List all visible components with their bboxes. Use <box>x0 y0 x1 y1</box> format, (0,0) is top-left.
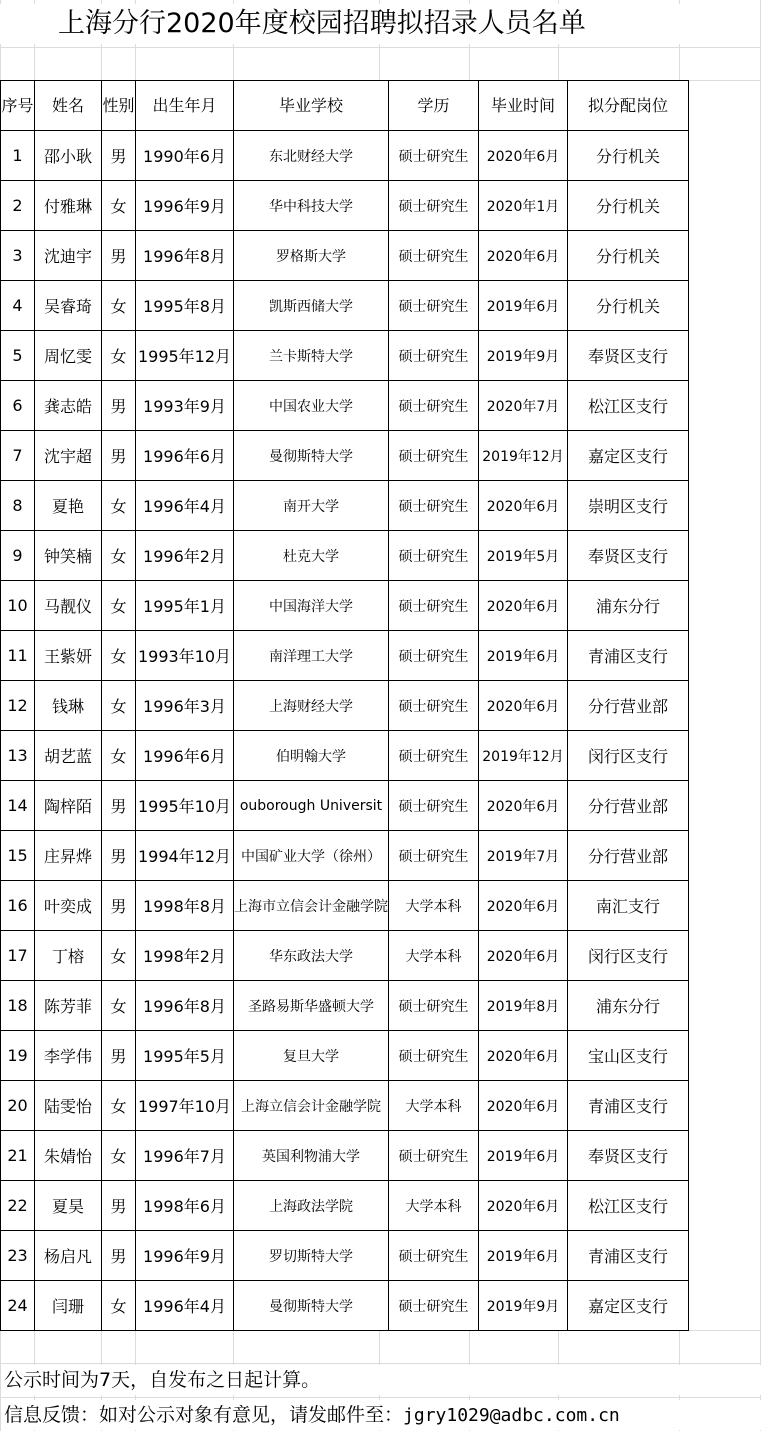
cell-birth: 1996年4月 <box>136 481 234 531</box>
cell-post: 分行机关 <box>568 231 689 281</box>
cell-school: 华东政法大学 <box>234 931 389 981</box>
table-row <box>1 381 689 431</box>
cell-no: 2 <box>1 181 35 231</box>
cell-no: 9 <box>1 531 35 581</box>
table-row <box>1 181 689 231</box>
cell-birth: 1997年10月 <box>136 1081 234 1131</box>
table-header-row <box>1 81 689 131</box>
cell-gender: 男 <box>102 431 136 481</box>
cell-grad: 2020年6月 <box>479 231 568 281</box>
cell-no: 17 <box>1 931 35 981</box>
cell-grad: 2019年5月 <box>479 531 568 581</box>
cell-school: 伯明翰大学 <box>234 731 389 781</box>
cell-birth: 1996年8月 <box>136 981 234 1031</box>
table-row <box>1 1131 689 1181</box>
table-row <box>1 481 689 531</box>
cell-school: 中国海洋大学 <box>234 581 389 631</box>
cell-no: 24 <box>1 1281 35 1331</box>
cell-grad: 2020年6月 <box>479 1181 568 1231</box>
cell-post: 分行机关 <box>568 131 689 181</box>
cell-gender: 女 <box>102 531 136 581</box>
cell-degree: 硕士研究生 <box>389 331 479 381</box>
cell-grad: 2020年6月 <box>479 781 568 831</box>
cell-post: 南汇支行 <box>568 881 689 931</box>
cell-degree: 硕士研究生 <box>389 1131 479 1181</box>
feedback-label: 信息反馈：如对公示对象有意见，请发邮件至： <box>4 1404 404 1426</box>
cell-name: 夏昊 <box>35 1181 102 1231</box>
cell-gender: 男 <box>102 881 136 931</box>
cell-post: 松江区支行 <box>568 1181 689 1231</box>
table-row <box>1 831 689 881</box>
cell-gender: 男 <box>102 781 136 831</box>
table-row <box>1 881 689 931</box>
cell-school: 曼彻斯特大学 <box>234 1281 389 1331</box>
cell-school: 复旦大学 <box>234 1031 389 1081</box>
cell-name: 杨启凡 <box>35 1231 102 1281</box>
cell-grad: 2019年8月 <box>479 981 568 1031</box>
cell-no: 20 <box>1 1081 35 1131</box>
cell-degree: 硕士研究生 <box>389 1281 479 1331</box>
cell-birth: 1996年6月 <box>136 731 234 781</box>
cell-degree: 大学本科 <box>389 881 479 931</box>
cell-birth: 1996年9月 <box>136 181 234 231</box>
cell-post: 青浦区支行 <box>568 1081 689 1131</box>
cell-post: 分行营业部 <box>568 831 689 881</box>
cell-degree: 硕士研究生 <box>389 231 479 281</box>
cell-name: 夏艳 <box>35 481 102 531</box>
table-row <box>1 981 689 1031</box>
cell-degree: 硕士研究生 <box>389 531 479 581</box>
cell-school: 上海财经大学 <box>234 681 389 731</box>
cell-name: 王紫妍 <box>35 631 102 681</box>
cell-no: 19 <box>1 1031 35 1081</box>
cell-no: 4 <box>1 281 35 331</box>
cell-post: 分行营业部 <box>568 681 689 731</box>
cell-grad: 2020年6月 <box>479 881 568 931</box>
cell-gender: 女 <box>102 331 136 381</box>
cell-birth: 1995年10月 <box>136 781 234 831</box>
cell-post: 青浦区支行 <box>568 631 689 681</box>
recruit-table <box>0 80 689 1331</box>
cell-gender: 男 <box>102 131 136 181</box>
cell-no: 22 <box>1 1181 35 1231</box>
cell-grad: 2020年6月 <box>479 581 568 631</box>
cell-birth: 1993年9月 <box>136 381 234 431</box>
cell-birth: 1996年9月 <box>136 1231 234 1281</box>
cell-birth: 1993年10月 <box>136 631 234 681</box>
cell-degree: 硕士研究生 <box>389 131 479 181</box>
table-row <box>1 281 689 331</box>
cell-school: ouborough Universit <box>234 781 389 831</box>
header-school: 毕业学校 <box>234 81 389 131</box>
table-row <box>1 1031 689 1081</box>
cell-grad: 2020年6月 <box>479 131 568 181</box>
cell-post: 闵行区支行 <box>568 931 689 981</box>
cell-degree: 硕士研究生 <box>389 181 479 231</box>
cell-post: 分行营业部 <box>568 781 689 831</box>
publicity-period-note: 公示时间为7天，自发布之日起计算。 <box>4 1365 761 1395</box>
cell-no: 15 <box>1 831 35 881</box>
cell-name: 丁榕 <box>35 931 102 981</box>
cell-birth: 1996年3月 <box>136 681 234 731</box>
cell-gender: 女 <box>102 1281 136 1331</box>
cell-no: 18 <box>1 981 35 1031</box>
table-row <box>1 1281 689 1331</box>
cell-name: 周忆雯 <box>35 331 102 381</box>
cell-name: 陶梓陌 <box>35 781 102 831</box>
cell-no: 10 <box>1 581 35 631</box>
cell-name: 陆雯怡 <box>35 1081 102 1131</box>
cell-gender: 女 <box>102 681 136 731</box>
cell-birth: 1994年12月 <box>136 831 234 881</box>
cell-gender: 男 <box>102 231 136 281</box>
cell-degree: 大学本科 <box>389 1181 479 1231</box>
cell-gender: 男 <box>102 831 136 881</box>
cell-name: 钱琳 <box>35 681 102 731</box>
cell-gender: 男 <box>102 1031 136 1081</box>
cell-grad: 2020年6月 <box>479 1081 568 1131</box>
cell-name: 钟笑楠 <box>35 531 102 581</box>
cell-no: 13 <box>1 731 35 781</box>
cell-post: 松江区支行 <box>568 381 689 431</box>
cell-name: 陈芳菲 <box>35 981 102 1031</box>
cell-degree: 大学本科 <box>389 931 479 981</box>
cell-gender: 女 <box>102 931 136 981</box>
cell-school: 东北财经大学 <box>234 131 389 181</box>
cell-grad: 2020年7月 <box>479 381 568 431</box>
cell-birth: 1995年12月 <box>136 331 234 381</box>
cell-name: 龚志皓 <box>35 381 102 431</box>
page-title: 上海分行2020年度校园招聘拟招录人员名单 <box>0 4 680 44</box>
cell-school: 南洋理工大学 <box>234 631 389 681</box>
cell-post: 奉贤区支行 <box>568 331 689 381</box>
table-row <box>1 631 689 681</box>
cell-birth: 1996年2月 <box>136 531 234 581</box>
cell-degree: 硕士研究生 <box>389 681 479 731</box>
cell-degree: 硕士研究生 <box>389 831 479 881</box>
cell-name: 李学伟 <box>35 1031 102 1081</box>
cell-grad: 2019年9月 <box>479 1281 568 1331</box>
cell-grad: 2020年1月 <box>479 181 568 231</box>
header-gender: 性别 <box>102 81 136 131</box>
cell-birth: 1995年8月 <box>136 281 234 331</box>
cell-gender: 女 <box>102 731 136 781</box>
cell-post: 青浦区支行 <box>568 1231 689 1281</box>
cell-no: 16 <box>1 881 35 931</box>
cell-no: 1 <box>1 131 35 181</box>
cell-no: 6 <box>1 381 35 431</box>
cell-grad: 2020年6月 <box>479 1031 568 1081</box>
cell-school: 南开大学 <box>234 481 389 531</box>
cell-degree: 硕士研究生 <box>389 631 479 681</box>
table-row <box>1 1081 689 1131</box>
cell-school: 兰卡斯特大学 <box>234 331 389 381</box>
header-birth: 出生年月 <box>136 81 234 131</box>
cell-name: 邵小耿 <box>35 131 102 181</box>
cell-school: 中国农业大学 <box>234 381 389 431</box>
cell-post: 分行机关 <box>568 281 689 331</box>
cell-grad: 2019年6月 <box>479 1131 568 1181</box>
table-row <box>1 531 689 581</box>
cell-gender: 男 <box>102 1231 136 1281</box>
header-no: 序号 <box>1 81 35 131</box>
cell-grad: 2020年6月 <box>479 481 568 531</box>
cell-post: 宝山区支行 <box>568 1031 689 1081</box>
cell-birth: 1995年1月 <box>136 581 234 631</box>
cell-degree: 硕士研究生 <box>389 581 479 631</box>
cell-name: 朱婧怡 <box>35 1131 102 1181</box>
cell-degree: 硕士研究生 <box>389 381 479 431</box>
cell-birth: 1998年8月 <box>136 881 234 931</box>
cell-gender: 女 <box>102 1131 136 1181</box>
cell-name: 胡艺蓝 <box>35 731 102 781</box>
cell-gender: 女 <box>102 281 136 331</box>
cell-birth: 1998年6月 <box>136 1181 234 1231</box>
header-post: 拟分配岗位 <box>568 81 689 131</box>
cell-grad: 2019年6月 <box>479 631 568 681</box>
cell-degree: 硕士研究生 <box>389 1231 479 1281</box>
cell-post: 分行机关 <box>568 181 689 231</box>
header-grad: 毕业时间 <box>479 81 568 131</box>
cell-school: 华中科技大学 <box>234 181 389 231</box>
feedback-note <box>4 1400 761 1430</box>
table-row <box>1 581 689 631</box>
table-row <box>1 131 689 181</box>
cell-name: 庄昇烨 <box>35 831 102 881</box>
cell-name: 吴睿琦 <box>35 281 102 331</box>
cell-degree: 硕士研究生 <box>389 1031 479 1081</box>
cell-no: 8 <box>1 481 35 531</box>
cell-name: 闫珊 <box>35 1281 102 1331</box>
cell-no: 7 <box>1 431 35 481</box>
cell-school: 中国矿业大学（徐州） <box>234 831 389 881</box>
cell-no: 11 <box>1 631 35 681</box>
cell-no: 12 <box>1 681 35 731</box>
table-row <box>1 681 689 731</box>
cell-grad: 2020年6月 <box>479 931 568 981</box>
cell-birth: 1996年4月 <box>136 1281 234 1331</box>
cell-name: 沈迪宇 <box>35 231 102 281</box>
cell-grad: 2020年6月 <box>479 681 568 731</box>
table-row <box>1 1181 689 1231</box>
cell-post: 闵行区支行 <box>568 731 689 781</box>
cell-post: 浦东分行 <box>568 981 689 1031</box>
cell-grad: 2019年12月 <box>479 731 568 781</box>
cell-name: 沈宇超 <box>35 431 102 481</box>
cell-degree: 硕士研究生 <box>389 481 479 531</box>
cell-grad: 2019年12月 <box>479 431 568 481</box>
table-row <box>1 781 689 831</box>
cell-school: 罗切斯特大学 <box>234 1231 389 1281</box>
cell-grad: 2019年7月 <box>479 831 568 881</box>
cell-gender: 女 <box>102 581 136 631</box>
cell-school: 罗格斯大学 <box>234 231 389 281</box>
cell-degree: 硕士研究生 <box>389 731 479 781</box>
table-row <box>1 331 689 381</box>
cell-degree: 硕士研究生 <box>389 781 479 831</box>
table-row <box>1 931 689 981</box>
cell-degree: 硕士研究生 <box>389 431 479 481</box>
cell-no: 23 <box>1 1231 35 1281</box>
table-row <box>1 231 689 281</box>
table-row <box>1 431 689 481</box>
cell-degree: 硕士研究生 <box>389 981 479 1031</box>
cell-birth: 1998年2月 <box>136 931 234 981</box>
table-row <box>1 1231 689 1281</box>
cell-post: 嘉定区支行 <box>568 1281 689 1331</box>
cell-school: 英国利物浦大学 <box>234 1131 389 1181</box>
cell-no: 3 <box>1 231 35 281</box>
cell-school: 凯斯西储大学 <box>234 281 389 331</box>
cell-grad: 2019年6月 <box>479 1231 568 1281</box>
header-degree: 学历 <box>389 81 479 131</box>
cell-gender: 女 <box>102 631 136 681</box>
cell-school: 上海政法学院 <box>234 1181 389 1231</box>
cell-degree: 硕士研究生 <box>389 281 479 331</box>
cell-grad: 2019年6月 <box>479 281 568 331</box>
cell-gender: 女 <box>102 481 136 531</box>
feedback-email: jgry1029@adbc.com.cn <box>403 1405 620 1426</box>
cell-post: 奉贤区支行 <box>568 531 689 581</box>
cell-name: 付雅琳 <box>35 181 102 231</box>
cell-no: 5 <box>1 331 35 381</box>
cell-gender: 女 <box>102 1081 136 1131</box>
cell-degree: 大学本科 <box>389 1081 479 1131</box>
cell-no: 21 <box>1 1131 35 1181</box>
cell-school: 上海立信会计金融学院 <box>234 1081 389 1131</box>
cell-birth: 1995年5月 <box>136 1031 234 1081</box>
header-name: 姓名 <box>35 81 102 131</box>
cell-name: 叶奕成 <box>35 881 102 931</box>
cell-birth: 1996年8月 <box>136 231 234 281</box>
cell-school: 曼彻斯特大学 <box>234 431 389 481</box>
cell-birth: 1996年6月 <box>136 431 234 481</box>
cell-post: 崇明区支行 <box>568 481 689 531</box>
cell-gender: 男 <box>102 381 136 431</box>
cell-grad: 2019年9月 <box>479 331 568 381</box>
cell-gender: 男 <box>102 1181 136 1231</box>
cell-post: 浦东分行 <box>568 581 689 631</box>
cell-school: 杜克大学 <box>234 531 389 581</box>
table-row <box>1 731 689 781</box>
cell-no: 14 <box>1 781 35 831</box>
cell-gender: 女 <box>102 181 136 231</box>
cell-name: 马靓仪 <box>35 581 102 631</box>
cell-school: 圣路易斯华盛顿大学 <box>234 981 389 1031</box>
cell-birth: 1990年6月 <box>136 131 234 181</box>
cell-gender: 女 <box>102 981 136 1031</box>
cell-post: 奉贤区支行 <box>568 1131 689 1181</box>
cell-post: 嘉定区支行 <box>568 431 689 481</box>
cell-school: 上海市立信会计金融学院 <box>234 881 389 931</box>
cell-birth: 1996年7月 <box>136 1131 234 1181</box>
